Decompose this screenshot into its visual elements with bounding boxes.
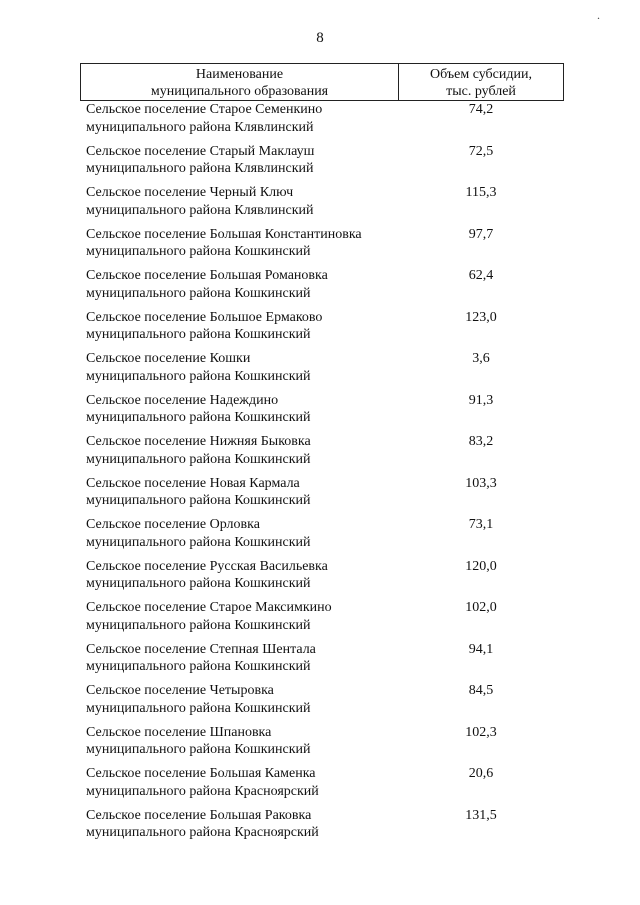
municipality-name [80,599,398,641]
table-row [80,641,564,683]
municipality-name [80,143,398,185]
subsidy-value: 103,3 [465,475,497,491]
subsidy-table [80,63,564,848]
municipality-name [80,475,398,517]
municipality-name [80,807,398,849]
table-row [80,765,564,807]
subsidy-value: 94,1 [468,641,494,657]
municipality-name-line1: Сельское поселение Большая Раковка [86,807,312,823]
municipality-name-line1: Сельское поселение Орловка [86,517,260,532]
municipality-name-line2: муниципального района Кошкинский [86,617,311,633]
municipality-name-line2: муниципального района Кошкинский [86,244,311,259]
municipality-name-line1: Сельское поселение Черный Ключ [86,185,294,200]
table-row [80,475,564,517]
header-value-line1: Объем субсидии, [430,67,532,82]
subsidy-value: 72,5 [468,143,494,159]
subsidy-value: 3,6 [472,351,490,366]
municipality-name-line2: муниципального района Кошкинский [86,410,311,425]
municipality-name [80,724,398,766]
municipality-name-line2: муниципального района Кошкинский [86,451,311,467]
subsidy-value: 83,2 [468,434,494,449]
subsidy-value: 84,5 [468,683,494,698]
municipality-name-line2: муниципального района Кошкинский [86,576,311,591]
municipality-name [80,392,398,434]
table-row [80,558,564,600]
column-header-value [399,64,563,100]
municipality-name [80,516,398,558]
header-name-line2: муниципального образования [150,84,329,99]
table-row [80,724,564,766]
subsidy-value: 73,1 [468,517,494,532]
municipality-name [80,309,398,351]
municipality-name-line1: Сельское поселение Старый Маклауш [86,143,315,159]
municipality-name [80,641,398,683]
municipality-name [80,682,398,724]
municipality-name-line2: муниципального района Кошкинский [86,534,311,550]
municipality-name-line2: муниципального района Кошкинский [86,742,311,757]
municipality-name-line2: муниципального района Клявлинский [86,119,314,135]
municipality-name-line2: муниципального района Кошкинский [86,285,311,301]
municipality-name [80,558,398,600]
municipality-name [80,226,398,268]
subsidy-value: 115,3 [465,185,497,200]
municipality-name-line2: муниципального района Красноярский [86,825,319,840]
municipality-name-line1: Сельское поселение Новая Кармала [86,475,300,491]
subsidy-value: 97,7 [468,226,494,242]
municipality-name [80,765,398,807]
column-header-name [81,64,399,100]
subsidy-value: 74,2 [468,102,494,117]
municipality-name-line1: Сельское поселение Старое Максимкино [86,600,332,615]
subsidy-value: 120,0 [465,558,497,574]
municipality-name-line2: муниципального района Клявлинский [86,202,314,218]
page-number: 8 [316,30,324,46]
municipality-name-line2: муниципального района Кошкинский [86,700,311,716]
municipality-name-line2: муниципального района Красноярский [86,783,319,799]
municipality-name-line1: Сельское поселение Степная Шентала [86,641,316,657]
municipality-name-line1: Сельское поселение Большое Ермаково [86,309,323,325]
municipality-name [80,433,398,475]
table-body [80,101,564,848]
corner-mark: . [597,8,600,22]
municipality-name [80,101,398,143]
municipality-name-line1: Сельское поселение Кошки [86,351,251,366]
table-row [80,309,564,351]
table-row [80,599,564,641]
municipality-name-line1: Сельское поселение Большая Романовка [86,268,328,283]
subsidy-value: 20,6 [468,766,494,781]
municipality-name-line2: муниципального района Кошкинский [86,368,311,384]
municipality-name-line2: муниципального района Клявлинский [86,161,314,176]
table-row [80,807,564,849]
municipality-name [80,184,398,226]
municipality-name-line1: Сельское поселение Русская Васильевка [86,558,328,574]
table-header [80,63,564,101]
table-row [80,101,564,143]
subsidy-value: 102,0 [465,600,497,615]
municipality-name [80,350,398,392]
subsidy-value: 123,0 [465,309,497,325]
table-row [80,267,564,309]
municipality-name-line1: Сельское поселение Шпановка [86,724,272,740]
table-row [80,184,564,226]
municipality-name [80,267,398,309]
table-row [80,143,564,185]
subsidy-value: 62,4 [468,268,494,283]
header-value-line2: тыс. рублей [446,84,516,99]
table-row [80,350,564,392]
municipality-name-line2: муниципального района Кошкинский [86,659,311,674]
header-name-line1: Наименование [195,67,284,82]
municipality-name-line1: Сельское поселение Четыровка [86,683,274,698]
subsidy-value: 102,3 [465,724,497,740]
municipality-name-line1: Сельское поселение Большая Константиновка [86,226,362,242]
municipality-name-line1: Сельское поселение Большая Каменка [86,766,316,781]
table-row [80,392,564,434]
table-row [80,433,564,475]
municipality-name-line2: муниципального района Кошкинский [86,327,311,342]
table-row [80,226,564,268]
municipality-name-line1: Сельское поселение Надеждино [86,392,279,408]
municipality-name-line1: Сельское поселение Нижняя Быковка [86,434,311,449]
municipality-name-line2: муниципального района Кошкинский [86,493,311,508]
subsidy-value: 91,3 [468,392,494,408]
municipality-name-line1: Сельское поселение Старое Семенкино [86,102,323,117]
table-row [80,516,564,558]
table-row [80,682,564,724]
subsidy-value: 131,5 [465,807,497,823]
